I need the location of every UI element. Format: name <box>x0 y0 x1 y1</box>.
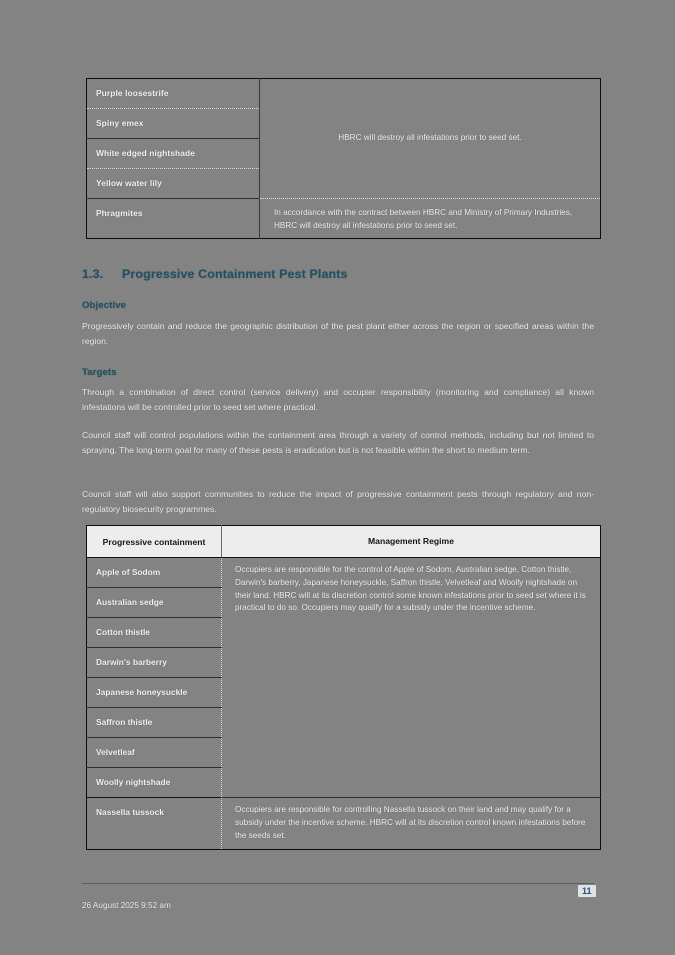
pest-name-cell: Nassella tussock <box>87 798 222 849</box>
pest-name-cell: Apple of Sodom <box>87 558 222 588</box>
pest-name-cell: Japanese honeysuckle <box>87 678 222 708</box>
table-row <box>87 79 601 109</box>
pest-name-cell: Australian sedge <box>87 588 222 618</box>
page-number: 11 <box>578 885 596 897</box>
pest-name-cell: Cotton thistle <box>87 618 222 648</box>
column-header-progressive-containment: Progressive containment <box>87 526 222 558</box>
pest-name-cell: Phragmites <box>87 199 260 239</box>
pest-name-cell: Yellow water lily <box>87 169 260 199</box>
pest-name-cell: White edged nightshade <box>87 139 260 169</box>
footer-divider <box>82 883 594 884</box>
progressive-containment-table <box>86 525 601 850</box>
section-heading <box>82 267 348 281</box>
targets-heading: Targets <box>82 367 117 378</box>
column-header-management-regime: Management Regime <box>222 526 601 558</box>
pest-name-cell: Darwin's barberry <box>87 648 222 678</box>
pest-name-cell: Saffron thistle <box>87 708 222 738</box>
pest-name-cell: Woolly nightshade <box>87 768 222 798</box>
table-header-row <box>87 526 601 558</box>
management-regime-cell: In accordance with the contract between HBRC and Ministry of Primary Industries, HBRC will destroy all infestations prior to seed set. <box>260 199 601 239</box>
pest-name-cell: Spiny emex <box>87 109 260 139</box>
table-row <box>87 199 601 239</box>
pest-name-cell: Purple loosestrife <box>87 79 260 109</box>
pest-name-cell: Velvetleaf <box>87 738 222 768</box>
objective-heading: Objective <box>82 300 127 311</box>
eradication-pest-table <box>86 78 601 239</box>
targets-paragraph-1: Through a combination of direct control (service delivery) and occupier responsibility (monitoring and compliance) all known infestations will be controlled prior to seed set where practical. <box>82 387 594 412</box>
targets-paragraph-3: Council staff will also support communities to reduce the impact of progressive containment pests through regulatory and non-regulatory biosecurity programmes. <box>82 489 594 514</box>
section-number: 1.3. <box>82 267 104 281</box>
table-row <box>87 798 601 849</box>
management-regime-cell: Occupiers are responsible for controlling Nassella tussock on their land and may qualify for a subsidy under the incentive scheme. HBRC will at its discretion control known infestations before the seeds set. <box>222 798 601 849</box>
management-regime-cell: Occupiers are responsible for the control of Apple of Sodom, Australian sedge, Cotton thistle, Darwin's barberry, Japanese honeysuckle, Saffron thistle, Velvetleaf and Woolly nightshade on their land. HBRC will at its discretion control some known infestations prior to seed set where it is practical to do so. Occupiers may qualify for a subsidy under the incentive scheme. <box>222 558 601 798</box>
targets-paragraph-2: Council staff will control populations within the containment area through a variety of control methods, including but not limited to spraying. The long-term goal for many of these pests is eradication but is not feasible within the short to medium term. <box>82 430 594 455</box>
section-title: Progressive Containment Pest Plants <box>122 267 348 281</box>
management-regime-cell: HBRC will destroy all infestations prior to seed set. <box>260 79 601 199</box>
table-row <box>87 558 601 588</box>
objective-paragraph: Progressively contain and reduce the geographic distribution of the pest plant either across the region or specified areas within the region. <box>82 321 594 346</box>
footer-timestamp: 26 August 2025 9:52 am <box>82 901 171 910</box>
